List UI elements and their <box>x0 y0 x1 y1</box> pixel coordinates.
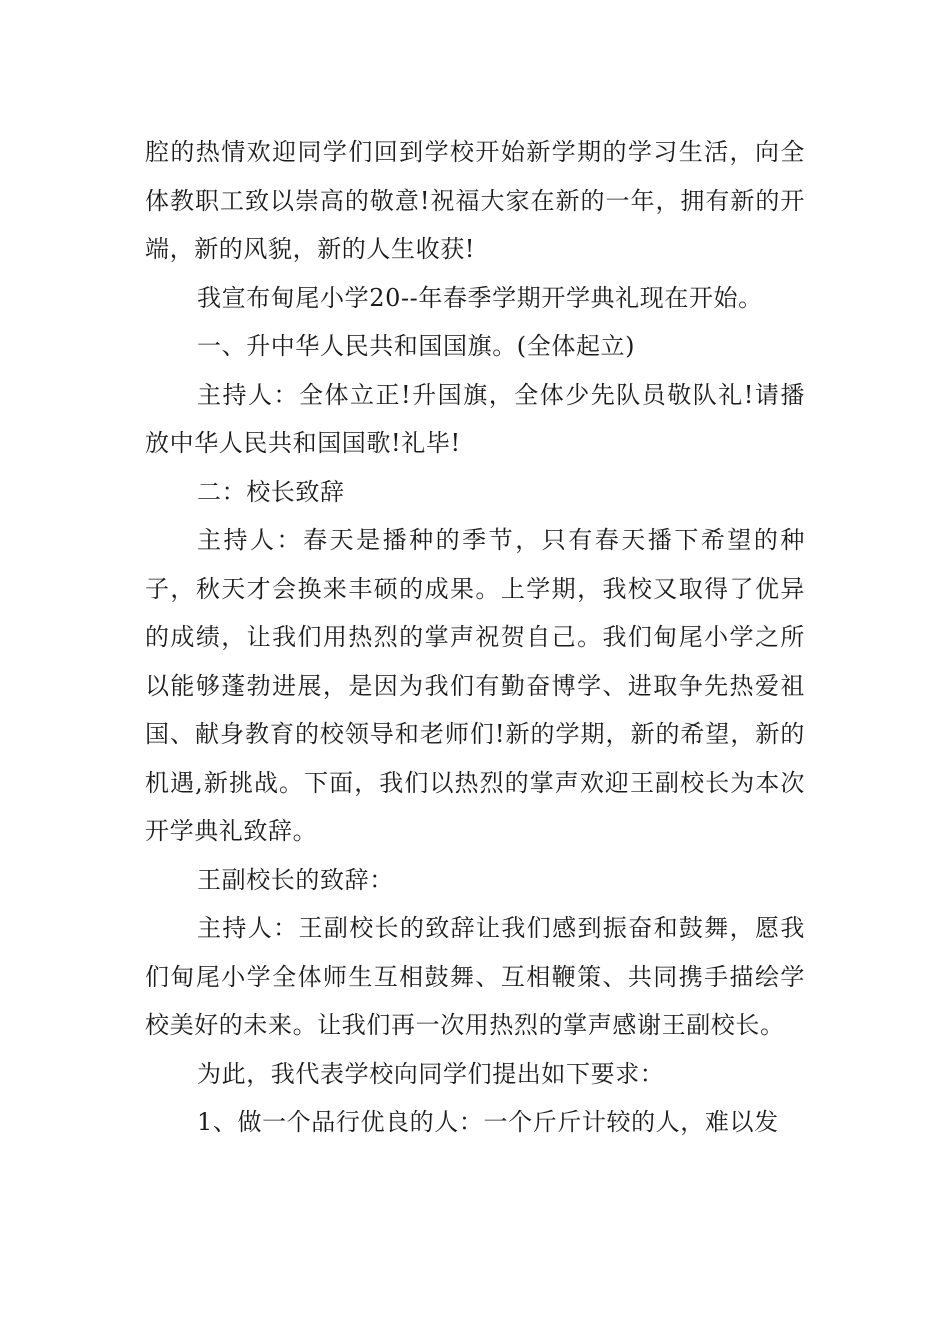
paragraph-requirements-intro: 为此，我代表学校向同学们提出如下要求： <box>197 1059 665 1088</box>
paragraph-opening-announcement: 我宣布甸尾小学20--年春季学期开学典礼现在开始。 <box>197 283 763 312</box>
paragraph-flag-raising-heading: 一、升中华人民共和国国旗。(全体起立) <box>197 332 636 360</box>
document-body <box>145 128 805 1147</box>
paragraph-host-introduction: 主持人：春天是播种的季节，只有春天播下希望的种子，秋天才会换来丰硕的成果。上学期，我校又取得了优异的成绩，让我们用热烈的掌声祝贺自己。我们甸尾小学之所以能够蓬勃进展，是因为我们有勤奋博学、进取争先热爱祖国、献身教育的校领导和老师们!新的学期，新的希望，新的机遇,新挑战。下面，我们以热烈的掌声欢迎王副校长为本次开学典礼致辞。 <box>145 526 805 845</box>
paragraph-principal-speech-heading: 二：校长致辞 <box>197 477 345 506</box>
paragraph-vice-principal-speech: 王副校长的致辞： <box>197 865 394 894</box>
paragraph-requirement-1: 1、做一个品行优良的人：一个斤斤计较的人，难以发 <box>197 1108 779 1136</box>
paragraph-host-thanks: 主持人：王副校长的致辞让我们感到振奋和鼓舞，愿我们甸尾小学全体师生互相鼓舞、互相鞭策、共同携手描绘学校美好的未来。让我们再一次用热烈的掌声感谢王副校长。 <box>145 914 805 1039</box>
paragraph-flag-raising-host: 主持人：全体立正!升国旗，全体少先队员敬队礼!请播放中华人民共和国国歌!礼毕! <box>145 380 805 457</box>
paragraph-welcome: 腔的热情欢迎同学们回到学校开始新学期的学习生活，向全体教职工致以崇高的敬意!祝福大家在新的一年，拥有新的开端，新的风貌，新的人生收获! <box>145 138 805 263</box>
